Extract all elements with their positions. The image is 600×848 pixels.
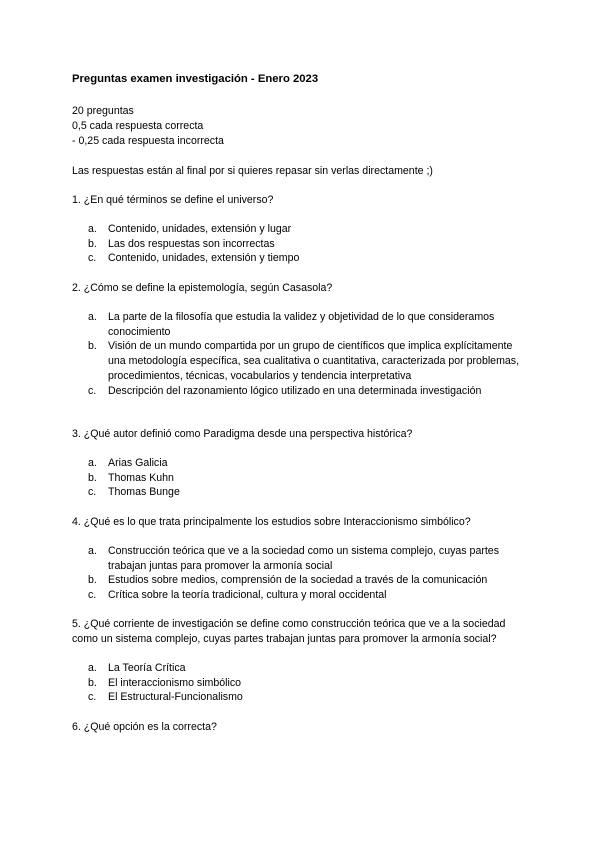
option: [88, 544, 528, 573]
option-text: Las dos respuestas son incorrectas: [108, 237, 275, 250]
option: [88, 676, 528, 691]
option: [88, 222, 528, 237]
option-label: c.: [88, 384, 97, 397]
option: [88, 237, 528, 252]
exam-info: [72, 104, 224, 149]
option-text: El interaccionismo simbólico: [108, 676, 242, 689]
option: [88, 573, 528, 588]
option-text: Estudios sobre medios, comprensión de la sociedad a través de la comunicación: [108, 574, 488, 587]
option-text: Visión de un mundo compartida por un grupo de científicos que implica explícitamente una metodología específica, sea cualitativa o cuantitativa, caracterizada por problemas, procedimientos, técnicas, vocabularios y tendencia interpretativa: [108, 340, 520, 382]
option: [88, 485, 528, 500]
option-label: a.: [88, 662, 97, 674]
option: [88, 456, 528, 471]
incorrect-penalty: - 0,25 cada respuesta incorrecta: [72, 135, 224, 147]
option-text: Thomas Kuhn: [108, 471, 174, 484]
option-label: a.: [88, 311, 97, 323]
question-2: 2. ¿Cómo se define la epistemología, según Casasola?: [72, 282, 333, 294]
option-label: a.: [88, 545, 97, 557]
option-label: c.: [88, 691, 97, 704]
option-text: Crítica sobre la teoría tradicional, cultura y moral occidental: [108, 589, 387, 602]
option-text: La parte de la filosofía que estudia la validez y objetividad de lo que consideramos conocimiento: [108, 311, 495, 338]
option-label: a.: [88, 223, 97, 235]
option: [88, 471, 528, 486]
question-3-options: [88, 456, 528, 500]
option-text: La Teoría Crítica: [108, 662, 186, 674]
option-text: Thomas Bunge: [108, 486, 180, 499]
question-4: 4. ¿Qué es lo que trata principalmente los estudios sobre Interaccionismo simbólico?: [72, 516, 471, 528]
option-label: c.: [88, 486, 97, 499]
option-text: Contenido, unidades, extensión y tiempo: [108, 252, 300, 265]
option-label: b.: [88, 237, 97, 250]
option-label: c.: [88, 252, 97, 265]
question-5: 5. ¿Qué corriente de investigación se define como construcción teórica que ve a la sociedad como un sistema complejo, cuyas partes trabajan juntas para promover la armonía social?: [72, 618, 506, 645]
question-count: 20 preguntas: [72, 105, 134, 117]
option: [88, 339, 528, 383]
option: [88, 310, 528, 339]
option-text: Arias Galicia: [108, 457, 168, 469]
document-title: Preguntas examen investigación - Enero 2023: [72, 73, 319, 85]
option-text: El Estructural-Funcionalismo: [108, 691, 243, 704]
option: [88, 588, 528, 603]
option: [88, 384, 528, 399]
correct-score: 0,5 cada respuesta correcta: [72, 120, 204, 132]
option: [88, 251, 528, 266]
answers-note: Las respuestas están al final por si quieres repasar sin verlas directamente ;): [72, 165, 433, 177]
question-1-options: [88, 222, 528, 266]
option-label: c.: [88, 589, 97, 602]
question-3: 3. ¿Qué autor definió como Paradigma desde una perspectiva histórica?: [72, 428, 413, 440]
option-label: b.: [88, 676, 97, 689]
question-6: 6. ¿Qué opción es la correcta?: [72, 721, 217, 733]
option-label: a.: [88, 457, 97, 469]
option-label: b.: [88, 471, 97, 484]
option: [88, 661, 528, 676]
option: [88, 690, 528, 705]
option-text: Construcción teórica que ve a la sociedad como un sistema complejo, cuyas partes trabajan juntas para promover la armonía social: [108, 545, 499, 572]
option-text: Descripción del razonamiento lógico utilizado en una determinada investigación: [108, 384, 482, 397]
option-label: b.: [88, 574, 97, 587]
option-text: Contenido, unidades, extensión y lugar: [108, 223, 292, 235]
question-1: 1. ¿En qué términos se define el universo?: [72, 194, 274, 206]
question-2-options: [88, 310, 528, 398]
option-label: b.: [88, 340, 97, 353]
question-4-options: [88, 544, 528, 603]
question-5-options: [88, 661, 528, 705]
